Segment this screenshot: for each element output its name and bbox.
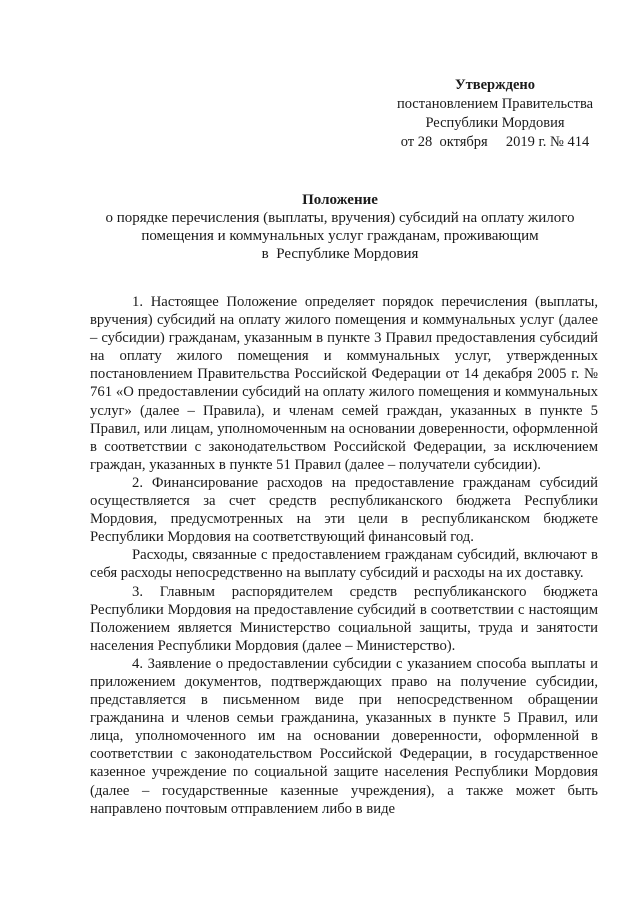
title-line-3: в Республике Мордовия	[261, 246, 419, 262]
approval-line-2: Республики Мордовия	[425, 115, 565, 131]
approval-stamp	[380, 76, 610, 152]
paragraph-2: 2. Финансирование расходов на предоставление гражданам субсидий осуществляется за счет средств республиканского бюджета Республики Мордовия, предусмотренных на эти цели в республиканском бюджете Республики Мордовия на соответствующий финансовый год.	[90, 474, 598, 546]
title-line-1: о порядке перечисления (выплаты, вручения) субсидий на оплату жилого	[105, 210, 575, 226]
title-heading: Положение	[302, 192, 378, 208]
document-title	[80, 191, 600, 263]
approval-line-3: от 28 октября 2019 г. № 414	[400, 134, 590, 150]
paragraph-1: 1. Настоящее Положение определяет порядок перечисления (выплаты, вручения) субсидий на оплату жилого помещения и коммунальных услуг (далее – субсидии) гражданам, указанным в пункте 3 Правил предоставления субсидий на оплату жилого помещения и коммунальных услуг, утвержденных постановлением Правительства Российской Федерации от 14 декабря 2005 г. № 761 «О предоставлении субсидий на оплату жилого помещения и коммунальных услуг» (далее – Правила), и членам семей граждан, указанных в пункте 5 Правил, или лицам, уполномоченным на основании доверенности, оформленной в соответствии с законодательством Российской Федерации, за исключением граждан, указанных в пункте 51 Правил (далее – получатели субсидии).	[90, 294, 598, 473]
paragraph-5: 4. Заявление о предоставлении субсидии с указанием способа выплаты и приложением документов, подтверждающих право на получение субсидии, представляется в письменном виде при непосредственном обращении гражданина и членов семьи гражданина, указанных в пункте 5 Правил, или лица, уполномоченного им на основании доверенности, оформленной в соответствии с законодательством Российской Федерации, в государственное казенное учреждение по социальной защите населения Республики Мордовия (далее – государственные казенные учреждения), а также может быть направлено почтовым отправлением либо в виде	[90, 655, 598, 817]
document-body	[90, 293, 598, 818]
approval-heading: Утверждено	[455, 77, 535, 93]
title-line-2: помещения и коммунальных услуг гражданам, проживающим	[141, 228, 539, 244]
paragraph-3: Расходы, связанные с предоставлением гражданам субсидий, включают в себя расходы непосредственно на выплату субсидий и расходы на их доставку.	[90, 547, 598, 582]
paragraph-4: 3. Главным распорядителем средств республиканского бюджета Республики Мордовия на предоставление субсидий в соответствии с настоящим Положением является Министерство социальной защиты, труда и занятости населения Республики Мордовия (далее – Министерство).	[90, 583, 598, 654]
approval-line-1: постановлением Правительства	[396, 96, 594, 112]
